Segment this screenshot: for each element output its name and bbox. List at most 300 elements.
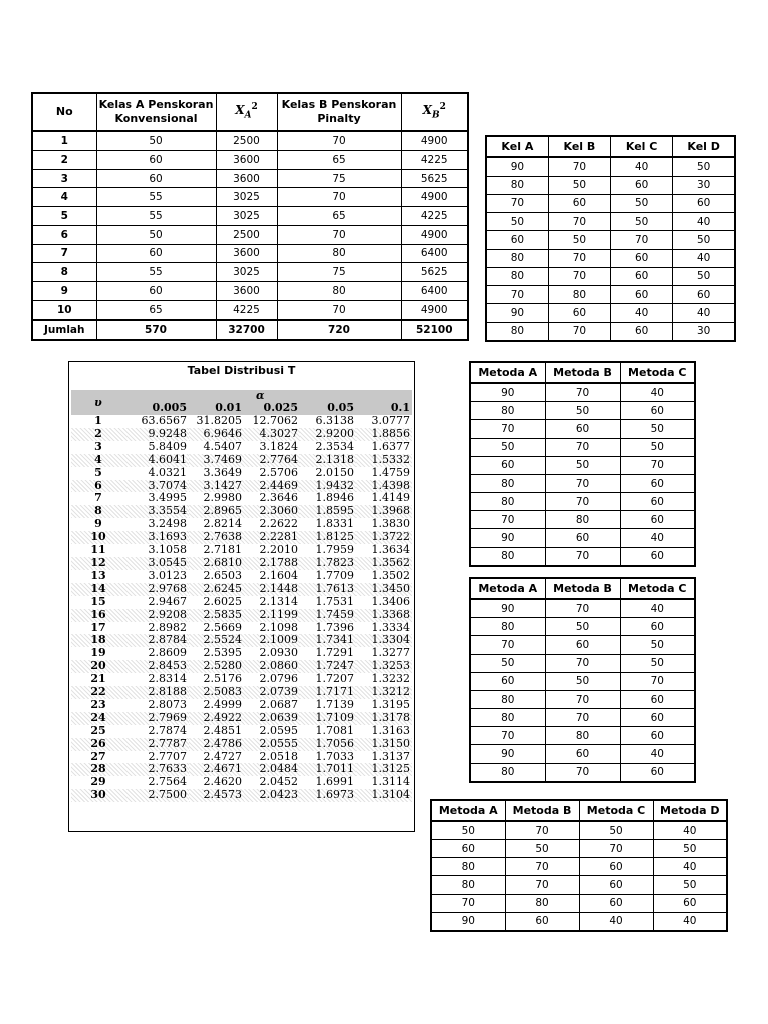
critical-value: 2.4727 (203, 749, 242, 763)
critical-value: 2.1318 (300, 454, 356, 467)
table-cell: 70 (548, 322, 610, 341)
critical-value: 3.1058 (148, 543, 187, 557)
table-cell: 40 (673, 249, 735, 267)
header-row (486, 136, 735, 157)
critical-value: 1.7171 (300, 686, 356, 699)
header-xb2: $X_B^2$ (401, 93, 468, 131)
critical-value: 2.5083 (189, 686, 244, 699)
critical-value: 2.9208 (127, 609, 189, 622)
critical-value: 3.2498 (148, 517, 187, 531)
df-label: 14 (71, 583, 127, 596)
critical-value: 2.9768 (127, 583, 189, 596)
df-label: 27 (90, 749, 106, 763)
table-cell: 3600 (216, 169, 277, 188)
table-cell: 60 (470, 672, 545, 690)
critical-value: 2.0555 (244, 738, 300, 751)
table-cell: 60 (548, 304, 610, 322)
table-cell: 70 (545, 383, 620, 402)
column-header: Kel A (486, 136, 548, 157)
critical-value: 63.6567 (141, 414, 187, 427)
table-row (32, 150, 468, 169)
table-cell: 60 (611, 176, 673, 194)
df-label: 8 (71, 505, 127, 518)
critical-value: 1.3502 (371, 568, 410, 582)
table-row (470, 493, 695, 511)
table-cell: 70 (470, 727, 545, 745)
table-cell: 80 (486, 322, 548, 341)
table-cell: 5625 (401, 263, 468, 282)
row-number: 8 (32, 263, 96, 282)
critical-value: 1.6377 (371, 439, 410, 453)
critical-value: 2.1199 (244, 609, 300, 622)
critical-value: 1.3277 (371, 646, 410, 660)
table-cell: 60 (96, 244, 216, 263)
table-row (470, 672, 695, 690)
table-row (470, 511, 695, 529)
critical-value: 1.3968 (356, 505, 412, 518)
table-cell: 60 (611, 267, 673, 285)
table-cell: 50 (470, 654, 545, 672)
critical-value: 2.0518 (259, 749, 298, 763)
t-distribution-title: Tabel Distribusi T (187, 364, 296, 377)
critical-value: 2.9980 (203, 491, 242, 505)
table-cell: 40 (620, 529, 695, 547)
critical-value: 1.7139 (315, 697, 354, 711)
critical-value: 1.8125 (300, 531, 356, 544)
critical-value: 2.8965 (189, 505, 244, 518)
table-cell: 80 (486, 176, 548, 194)
critical-value: 1.3195 (371, 697, 410, 711)
critical-value: 2.7969 (127, 712, 189, 725)
table-cell: 50 (470, 438, 545, 456)
critical-value: 2.3060 (244, 505, 300, 518)
column-header: Metoda A (431, 800, 505, 821)
table-cell: 60 (579, 894, 653, 912)
table-cell: 70 (545, 599, 620, 618)
critical-value: 1.8595 (300, 505, 356, 518)
table-cell: 80 (545, 727, 620, 745)
df-label: 3 (94, 439, 102, 453)
critical-value: 1.6991 (315, 775, 354, 789)
table-cell: 75 (277, 169, 401, 188)
critical-value: 2.0639 (244, 712, 300, 725)
critical-value: 2.0930 (259, 646, 298, 660)
table-row (32, 169, 468, 188)
table-row (470, 474, 695, 492)
alpha-header: 0.01 (189, 402, 244, 415)
table-cell: 70 (545, 493, 620, 511)
table-cell: 70 (277, 225, 401, 244)
row-number: 6 (32, 225, 96, 244)
df-label: 6 (71, 480, 127, 493)
critical-value: 2.4671 (189, 763, 244, 776)
critical-value: 2.7874 (148, 723, 187, 737)
table-cell: 70 (505, 858, 579, 876)
critical-value: 1.3830 (371, 517, 410, 531)
critical-value: 3.7469 (189, 454, 244, 467)
critical-value: 1.3406 (371, 594, 410, 608)
header-xa2: $X_A^2$ (216, 93, 277, 131)
header-row (431, 800, 727, 821)
critical-value: 2.5524 (189, 634, 244, 647)
table-row (431, 912, 727, 931)
critical-value: 1.3232 (371, 672, 410, 686)
table-cell: 90 (470, 599, 545, 618)
table-row (71, 557, 412, 570)
table-cell: 50 (431, 821, 505, 840)
critical-value: 1.6973 (300, 789, 356, 802)
critical-value: 1.3253 (356, 660, 412, 673)
critical-value: 2.8073 (148, 697, 187, 711)
table-cell: 70 (545, 438, 620, 456)
table-cell: 3025 (216, 263, 277, 282)
table-cell: 3600 (216, 282, 277, 301)
table-cell: 65 (277, 150, 401, 169)
table-row (431, 840, 727, 858)
df-label: 25 (90, 723, 106, 737)
table-row (71, 686, 412, 699)
column-header: Metoda B (545, 362, 620, 383)
table-cell: 40 (653, 858, 727, 876)
table-row (486, 157, 735, 176)
table-cell: 55 (96, 188, 216, 207)
table-cell: 70 (277, 131, 401, 150)
table-cell: 90 (470, 383, 545, 402)
table-row (470, 599, 695, 618)
table-row (32, 263, 468, 282)
table-cell: 40 (611, 157, 673, 176)
table-cell: 70 (505, 876, 579, 894)
header-row (470, 362, 695, 383)
table-cell: 60 (620, 493, 695, 511)
table-row (431, 876, 727, 894)
critical-value: 1.3634 (371, 543, 410, 557)
df-label: 15 (90, 594, 106, 608)
critical-value: 2.7638 (189, 531, 244, 544)
table-cell: 80 (486, 249, 548, 267)
table-cell: 70 (545, 654, 620, 672)
table-row (71, 725, 412, 738)
critical-value: 1.7341 (300, 634, 356, 647)
table-cell: 80 (470, 690, 545, 708)
table-cell: 50 (620, 420, 695, 438)
row-number: 4 (32, 188, 96, 207)
critical-value: 2.5706 (259, 465, 298, 479)
table-cell: 70 (620, 672, 695, 690)
table-row (71, 609, 412, 622)
critical-value: 2.9200 (300, 428, 356, 441)
critical-value: 4.5407 (203, 439, 242, 453)
table-cell: 65 (96, 300, 216, 319)
df-label: 18 (71, 634, 127, 647)
table-row (71, 596, 412, 609)
df-label: 19 (90, 646, 106, 660)
critical-value: 1.3368 (356, 609, 412, 622)
table-cell: 60 (548, 194, 610, 212)
critical-value: 1.7613 (300, 583, 356, 596)
table-row (71, 699, 412, 712)
table-row (470, 438, 695, 456)
table-cell: 50 (673, 157, 735, 176)
table-cell: 70 (486, 194, 548, 212)
table-cell: 60 (545, 745, 620, 763)
table-cell: 60 (620, 690, 695, 708)
critical-value: 2.4922 (189, 712, 244, 725)
critical-value: 4.0321 (148, 465, 187, 479)
critical-value: 2.4573 (189, 789, 244, 802)
table-cell: 60 (470, 456, 545, 474)
table-cell: 70 (548, 249, 610, 267)
table-cell: 50 (545, 618, 620, 636)
header-no: No (32, 93, 96, 131)
critical-value: 2.1604 (259, 568, 298, 582)
table-cell: 60 (620, 547, 695, 566)
table-row (71, 428, 412, 441)
row-number: 3 (32, 169, 96, 188)
critical-value: 2.8214 (203, 517, 242, 531)
metoda-table-1 (469, 361, 696, 567)
column-header: Metoda C (579, 800, 653, 821)
critical-value: 2.7787 (127, 738, 189, 751)
table-cell: 60 (673, 194, 735, 212)
df-label: 1 (94, 414, 102, 427)
table-cell: 70 (548, 213, 610, 231)
table-row (32, 225, 468, 244)
table-cell: 50 (673, 231, 735, 249)
table-cell: 50 (96, 131, 216, 150)
critical-value: 6.9646 (189, 428, 244, 441)
table-row (486, 322, 735, 341)
column-header: Metoda C (620, 578, 695, 599)
critical-value: 1.7033 (315, 749, 354, 763)
table-cell: 40 (653, 821, 727, 840)
critical-value: 5.8409 (148, 439, 187, 453)
critical-value: 1.7531 (315, 594, 354, 608)
table-cell: 90 (470, 529, 545, 547)
row-number: 2 (32, 150, 96, 169)
table-cell: 70 (470, 420, 545, 438)
total-cell: 32700 (216, 320, 277, 340)
critical-value: 2.0687 (259, 697, 298, 711)
table-cell: 60 (545, 529, 620, 547)
table-cell: 50 (579, 821, 653, 840)
table-cell: 2500 (216, 131, 277, 150)
critical-value: 1.7247 (300, 660, 356, 673)
critical-value: 2.1098 (259, 620, 298, 634)
table-cell: 40 (579, 912, 653, 931)
column-header: Metoda B (545, 578, 620, 599)
critical-value: 1.3163 (371, 723, 410, 737)
critical-value: 1.8946 (315, 491, 354, 505)
table-cell: 60 (431, 840, 505, 858)
df-label: 24 (71, 712, 127, 725)
table-cell: 50 (96, 225, 216, 244)
critical-value: 2.5176 (203, 672, 242, 686)
table-cell: 4900 (401, 225, 468, 244)
critical-value: 1.7109 (300, 712, 356, 725)
critical-value: 2.5395 (203, 646, 242, 660)
table-cell: 4225 (216, 300, 277, 319)
table-row (486, 194, 735, 212)
table-cell: 80 (470, 618, 545, 636)
total-cell: 720 (277, 320, 401, 340)
table-cell: 50 (620, 438, 695, 456)
alpha-header: 0.1 (356, 402, 412, 415)
table-cell: 90 (486, 304, 548, 322)
critical-value: 2.4786 (189, 738, 244, 751)
table-cell: 50 (620, 636, 695, 654)
critical-value: 3.0123 (148, 568, 187, 582)
column-header: Metoda A (470, 578, 545, 599)
critical-value: 2.3646 (259, 491, 298, 505)
table-cell: 50 (505, 840, 579, 858)
kel-table (485, 135, 736, 342)
table-cell: 60 (611, 249, 673, 267)
table-cell: 5625 (401, 169, 468, 188)
table-cell: 60 (611, 286, 673, 304)
critical-value: 3.1427 (189, 480, 244, 493)
table-row (71, 712, 412, 725)
table-cell: 70 (277, 188, 401, 207)
table-cell: 80 (277, 244, 401, 263)
table-row (470, 636, 695, 654)
df-label: 13 (90, 568, 106, 582)
alpha-header: 0.005 (127, 402, 189, 415)
table-cell: 80 (470, 709, 545, 727)
df-label: 12 (71, 557, 127, 570)
table-cell: 50 (548, 176, 610, 194)
critical-value: 1.3450 (356, 583, 412, 596)
column-header: Kel B (548, 136, 610, 157)
table-cell: 60 (486, 231, 548, 249)
table-row (470, 745, 695, 763)
table-cell: 80 (277, 282, 401, 301)
critical-value: 2.0860 (244, 660, 300, 673)
df-label: 29 (90, 775, 106, 789)
table-cell: 60 (579, 858, 653, 876)
table-cell: 60 (505, 912, 579, 931)
critical-value: 1.4759 (371, 465, 410, 479)
row-number: 10 (32, 300, 96, 319)
table-cell: 75 (277, 263, 401, 282)
table-row (486, 286, 735, 304)
critical-value: 2.8784 (127, 634, 189, 647)
table-row (431, 858, 727, 876)
table-cell: 70 (548, 267, 610, 285)
table-cell: 80 (545, 511, 620, 529)
table-row (470, 654, 695, 672)
table-cell: 80 (431, 876, 505, 894)
table-cell: 60 (620, 474, 695, 492)
df-label: 10 (71, 531, 127, 544)
table-cell: 65 (277, 207, 401, 226)
table-row (71, 583, 412, 596)
critical-value: 1.3125 (356, 763, 412, 776)
critical-value: 1.7823 (300, 557, 356, 570)
table-cell: 70 (505, 821, 579, 840)
table-cell: 60 (673, 286, 735, 304)
critical-value: 2.2281 (244, 531, 300, 544)
row-number: 5 (32, 207, 96, 226)
df-label: 23 (90, 697, 106, 711)
table-row (71, 570, 412, 583)
table-cell: 4225 (401, 150, 468, 169)
table-row (470, 690, 695, 708)
critical-value: 2.8188 (127, 686, 189, 699)
table-cell: 6400 (401, 244, 468, 263)
column-header: Metoda C (620, 362, 695, 383)
critical-value: 2.8982 (148, 620, 187, 634)
table-row (71, 467, 412, 480)
df-label: 22 (71, 686, 127, 699)
table-cell: 70 (579, 840, 653, 858)
table-cell: 60 (620, 727, 695, 745)
column-header: Kel D (673, 136, 735, 157)
total-row (32, 320, 468, 340)
df-label: 17 (90, 620, 106, 634)
table-row (32, 300, 468, 319)
critical-value: 2.4620 (203, 775, 242, 789)
table-row (470, 383, 695, 402)
table-cell: 4900 (401, 188, 468, 207)
table-cell: 80 (431, 858, 505, 876)
critical-value: 6.3138 (315, 414, 354, 427)
critical-value: 4.6041 (127, 454, 189, 467)
table-cell: 60 (620, 511, 695, 529)
critical-value: 2.3534 (315, 439, 354, 453)
critical-value: 1.3104 (356, 789, 412, 802)
table-cell: 50 (653, 876, 727, 894)
critical-value: 1.5332 (356, 454, 412, 467)
critical-value: 2.7500 (127, 789, 189, 802)
table-cell: 80 (470, 402, 545, 420)
critical-value: 1.3212 (356, 686, 412, 699)
table-row (71, 441, 412, 454)
table-cell: 60 (579, 876, 653, 894)
critical-value: 2.0796 (259, 672, 298, 686)
critical-value: 2.9467 (148, 594, 187, 608)
table-cell: 80 (470, 493, 545, 511)
table-row (486, 176, 735, 194)
critical-value: 1.4149 (371, 491, 410, 505)
critical-value: 1.4398 (356, 480, 412, 493)
row-number: 9 (32, 282, 96, 301)
critical-value: 2.7564 (148, 775, 187, 789)
critical-value: 3.4995 (148, 491, 187, 505)
critical-value: 2.7633 (127, 763, 189, 776)
table-cell: 90 (431, 912, 505, 931)
critical-value: 1.3114 (371, 775, 410, 789)
table-cell: 40 (620, 745, 695, 763)
table-cell: 70 (545, 709, 620, 727)
table-row (71, 415, 412, 428)
table-cell: 40 (611, 304, 673, 322)
df-label: 11 (90, 543, 106, 557)
critical-value: 1.8856 (356, 428, 412, 441)
column-header: Metoda A (470, 362, 545, 383)
column-header: Metoda B (505, 800, 579, 821)
table-cell: 3600 (216, 150, 277, 169)
table-row (32, 131, 468, 150)
table-cell: 40 (653, 912, 727, 931)
critical-value: 2.6810 (189, 557, 244, 570)
table-cell: 50 (545, 672, 620, 690)
df-label: 28 (71, 763, 127, 776)
table-cell: 70 (620, 456, 695, 474)
critical-value: 1.3304 (356, 634, 412, 647)
table-cell: 60 (620, 709, 695, 727)
table-cell: 80 (470, 474, 545, 492)
